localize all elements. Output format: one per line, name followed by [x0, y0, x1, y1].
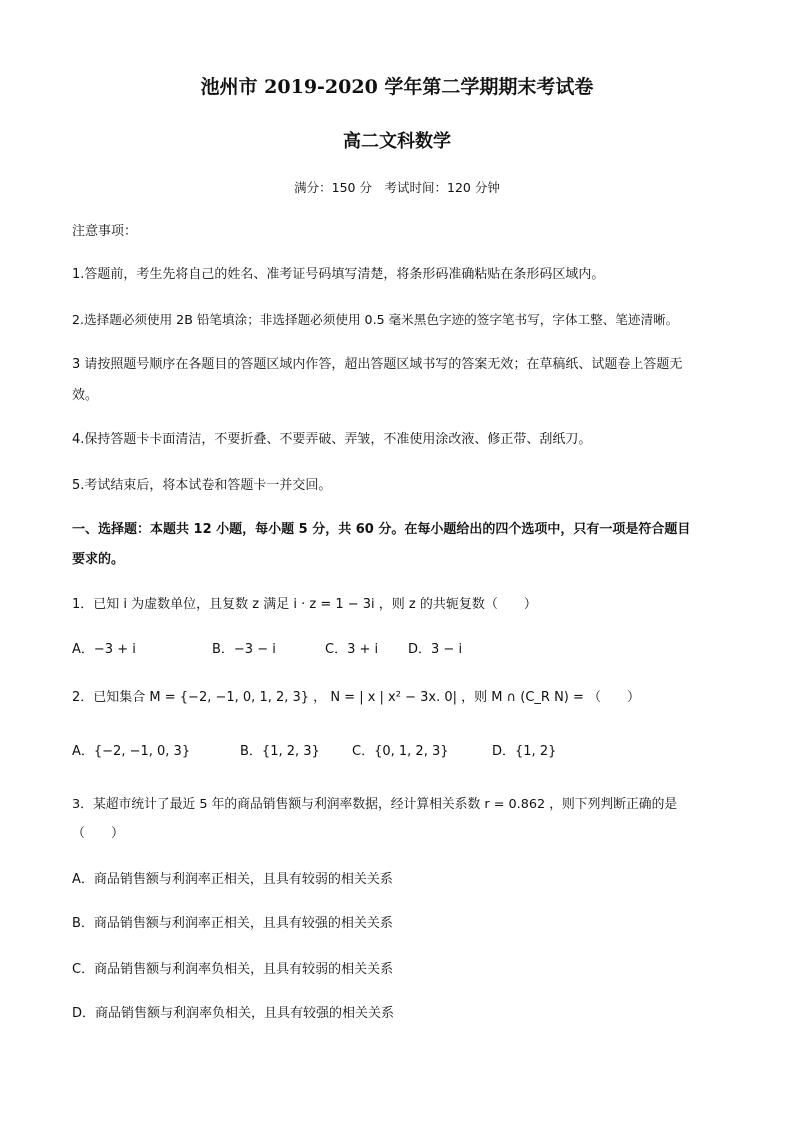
exam-subject: 高二文科数学 — [343, 131, 451, 152]
question-1-option-d: D．3 − i — [408, 642, 463, 657]
question-1-option-c: C．3 + i — [325, 642, 379, 657]
question-3-option-a: A．商品销售额与利润率正相关，且具有较弱的相关关系 — [72, 872, 393, 887]
question-1-option-b: B．−3 − i — [212, 642, 276, 657]
question-2-option-b: B．{1, 2, 3} — [240, 744, 320, 759]
question-1-stem: 1．已知 i 为虚数单位，且复数 z 满足 i · z = 1 − 3i ，则 z 的共轭复数（ ） — [72, 597, 537, 612]
note-item-5: 5.考试结束后，将本试卷和答题卡一并交回。 — [72, 478, 332, 493]
note-item-3-cont: 效。 — [72, 388, 99, 403]
exam-title: 池州市 2019-2020 学年第二学期期末考试卷 — [200, 76, 594, 98]
note-item-2: 2.选择题必须使用 2B 铅笔填涂；非选择题必须使用 0.5 毫米黑色字迹的签字笔书写，字体工整、笔迹清晰。 — [72, 312, 679, 327]
question-1-option-a: A．−3 + i — [72, 642, 136, 657]
question-2-stem: 2．已知集合 M = {−2, −1, 0, 1, 2, 3} ， N = | x | x² − 3x. 0| ，则 M ∩ (C_R N) = （ ） — [72, 690, 641, 705]
question-2-option-c: C．{0, 1, 2, 3} — [352, 744, 449, 759]
question-3-option-c: C．商品销售额与利润率负相关，且具有较弱的相关关系 — [72, 962, 394, 977]
question-2-option-d: D．{1, 2} — [492, 744, 557, 759]
question-3-option-d: D．商品销售额与利润率负相关，且具有较强的相关关系 — [72, 1006, 395, 1021]
note-item-3: 3 请按照题号顺序在各题目的答题区域内作答，超出答题区域书写的答案无效；在草稿纸、试题卷上答题无 — [72, 357, 683, 372]
section-heading-line1: 一、选择题：本题共 12 小题，每小题 5 分，共 60 分。在每小题给出的四个选项中，只有一项是符合题目 — [72, 522, 691, 537]
notes-heading: 注意事项： — [72, 224, 138, 239]
note-item-4: 4.保持答题卡卡面清洁，不要折叠、不要弄破、弄皱，不准使用涂改液、修正带、刮纸刀。 — [72, 432, 592, 447]
note-item-1: 1.答题前，考生先将自己的姓名、准考证号码填写清楚，将条形码准确粘贴在条形码区域内。 — [72, 267, 605, 282]
question-3-stem: 3．某超市统计了最近 5 年的商品销售额与利润率数据，经计算相关系数 r = 0.862 ，则下列判断正确的是 — [72, 797, 678, 812]
question-3-stem-cont: （ ） — [72, 826, 125, 841]
exam-meta: 满分：150 分 考试时间：120 分钟 — [294, 180, 500, 195]
question-3-option-b: B．商品销售额与利润率正相关，且具有较强的相关关系 — [72, 916, 393, 931]
section-heading-line2: 要求的。 — [72, 552, 125, 567]
question-2-option-a: A．{−2, −1, 0, 3} — [72, 744, 191, 759]
